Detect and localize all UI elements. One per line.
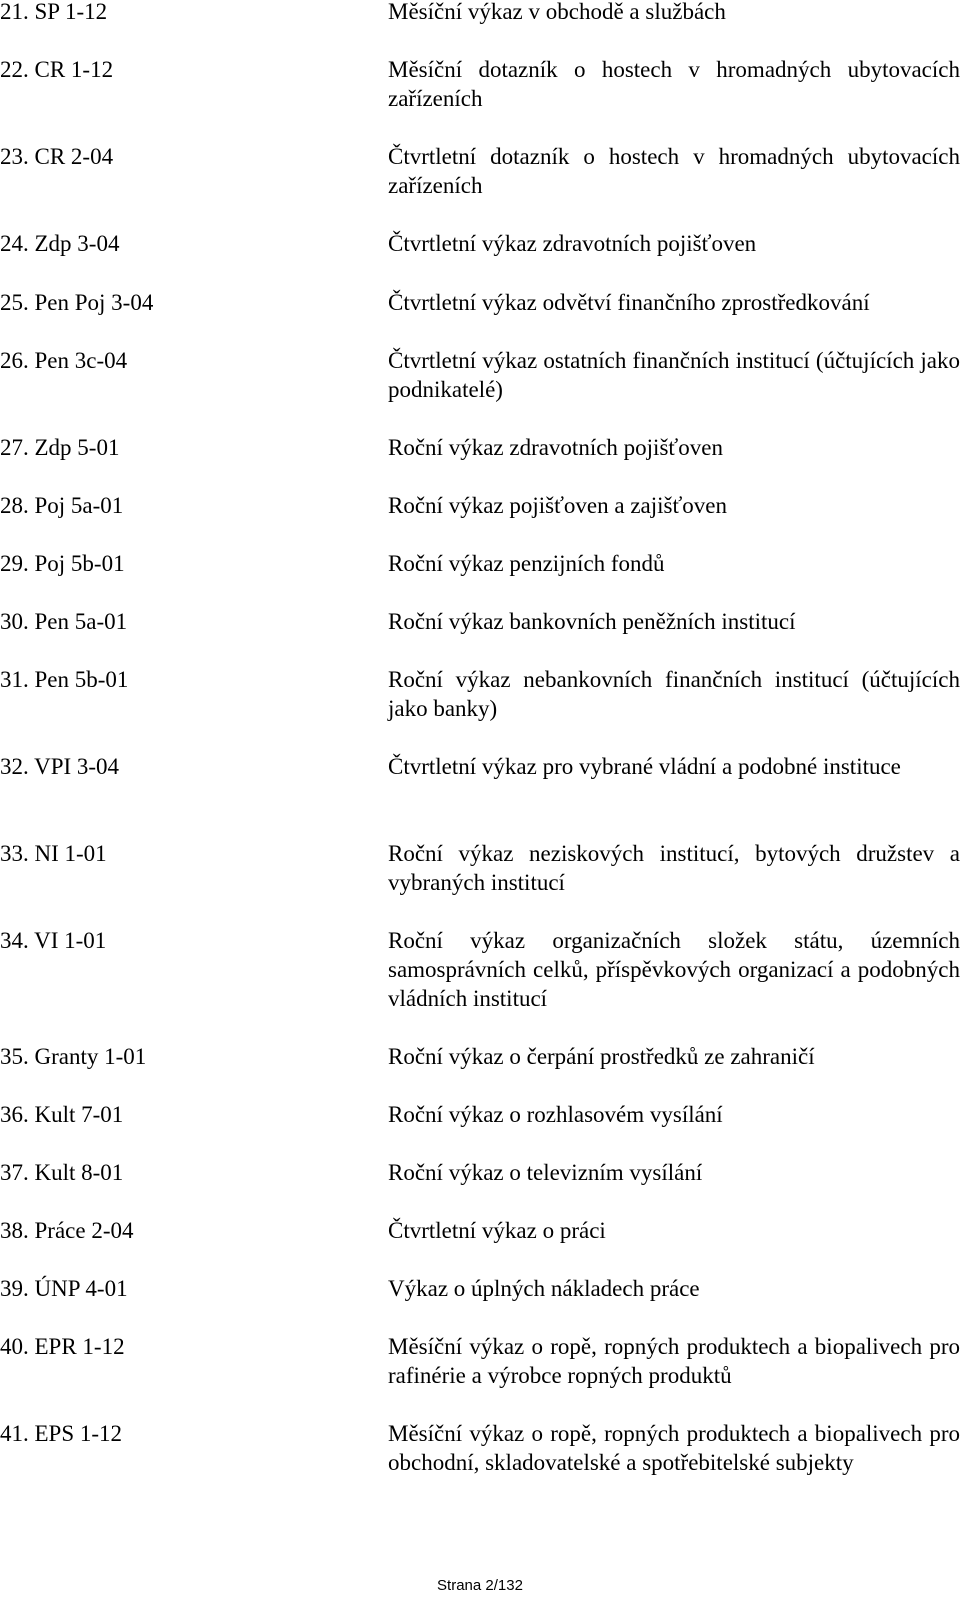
item-code: 21. SP 1-12 [0, 0, 108, 24]
item-description: Měsíční dotazník o hostech v hromadných ubytovacích zařízeních [388, 57, 960, 111]
item-code: 24. Zdp 3-04 [0, 231, 120, 256]
item-code: 37. Kult 8-01 [0, 1160, 124, 1185]
item-description: Roční výkaz pojišťoven a zajišťoven [388, 493, 728, 518]
item-description: Roční výkaz zdravotních pojišťoven [388, 435, 723, 460]
page-number: Strana 2/132 [437, 1577, 523, 1594]
item-code: 34. VI 1-01 [0, 928, 107, 953]
item-description: Čtvrtletní výkaz o práci [388, 1218, 606, 1243]
item-description: Roční výkaz neziskových institucí, bytových družstev a vybraných institucí [388, 841, 960, 895]
item-description: Měsíční výkaz o ropě, ropných produktech a biopalivech pro rafinérie a výrobce ropných produktů [388, 1334, 960, 1388]
item-description: Roční výkaz bankovních peněžních institucí [388, 609, 796, 634]
item-description: Čtvrtletní dotazník o hostech v hromadných ubytovacích zařízeních [388, 144, 960, 198]
item-code: 27. Zdp 5-01 [0, 435, 120, 460]
item-code: 29. Poj 5b-01 [0, 551, 125, 576]
item-description: Výkaz o úplných nákladech práce [388, 1276, 700, 1301]
item-code: 30. Pen 5a-01 [0, 609, 128, 634]
item-description: Roční výkaz o čerpání prostředků ze zahraničí [388, 1044, 815, 1069]
item-code: 36. Kult 7-01 [0, 1102, 124, 1127]
item-description: Čtvrtletní výkaz zdravotních pojišťoven [388, 231, 757, 256]
item-description: Čtvrtletní výkaz ostatních finančních institucí (účtujících jako podnikatelé) [388, 348, 960, 402]
item-code: 40. EPR 1-12 [0, 1334, 125, 1359]
item-code: 39. ÚNP 4-01 [0, 1276, 128, 1301]
item-code: 25. Pen Poj 3-04 [0, 290, 154, 315]
item-code: 33. NI 1-01 [0, 841, 107, 866]
item-code: 41. EPS 1-12 [0, 1421, 123, 1446]
item-code: 28. Poj 5a-01 [0, 493, 124, 518]
item-description: Roční výkaz o televizním vysílání [388, 1160, 703, 1185]
item-code: 32. VPI 3-04 [0, 754, 120, 779]
item-description: Roční výkaz organizačních složek státu, územních samosprávních celků, příspěvkových organizací a podobných vládních institucí [388, 928, 960, 1011]
item-code: 38. Práce 2-04 [0, 1218, 134, 1243]
item-code: 26. Pen 3c-04 [0, 348, 128, 373]
item-description: Čtvrtletní výkaz odvětví finančního zprostředkování [388, 290, 870, 315]
item-description: Roční výkaz o rozhlasovém vysílání [388, 1102, 723, 1127]
item-code: 23. CR 2-04 [0, 144, 114, 169]
item-description: Roční výkaz penzijních fondů [388, 551, 665, 576]
item-code: 31. Pen 5b-01 [0, 667, 129, 692]
item-description: Měsíční výkaz o ropě, ropných produktech a biopalivech pro obchodní, skladovatelské a spotřebitelské subjekty [388, 1421, 960, 1475]
item-description: Čtvrtletní výkaz pro vybrané vládní a podobné instituce [388, 754, 901, 779]
item-description: Měsíční výkaz v obchodě a službách [388, 0, 726, 24]
item-code: 22. CR 1-12 [0, 57, 114, 82]
item-code: 35. Granty 1-01 [0, 1044, 147, 1069]
item-description: Roční výkaz nebankovních finančních institucí (účtujících jako banky) [388, 667, 960, 721]
